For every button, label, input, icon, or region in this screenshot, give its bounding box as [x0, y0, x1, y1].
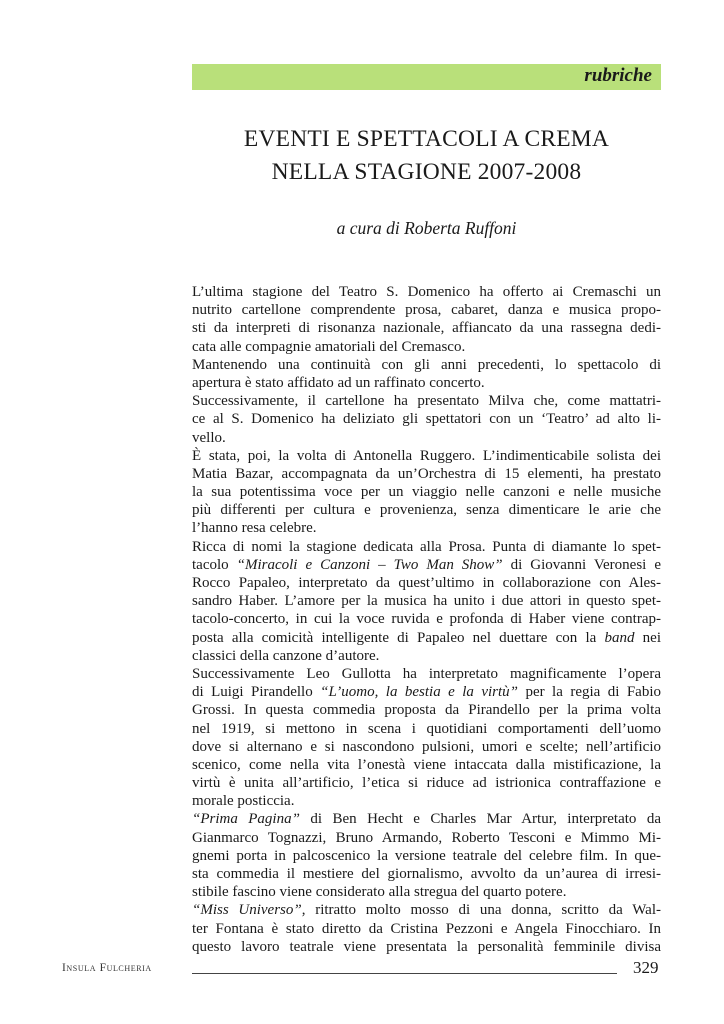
body-line: È stata, poi, la volta di Antonella Ruggero. L’indimenticabile solista dei	[192, 447, 661, 464]
body-line: virtù è unita all’artificio, l’etica si riduce ad istrionica contraffazione e	[192, 775, 661, 792]
body-line: vello.	[192, 429, 226, 446]
body-line: Mantenendo una continuità con gli anni precedenti, lo spettacolo di	[192, 356, 661, 373]
body-line: nutrito cartellone comprendente prosa, cabaret, danza e musica propo-	[192, 302, 661, 319]
body-line: la sua potentissima voce per un viaggio nelle canzoni e nelle musiche	[192, 484, 661, 501]
body-line: apertura è stato affidato ad un raffinato concerto.	[192, 374, 485, 391]
body-line: tacolo-concerto, in cui la voce ruvida e profonda di Haber viene contrap-	[192, 611, 661, 628]
body-line: ce al S. Domenico ha deliziato gli spettatori con un ‘Teatro’ ad alto li-	[192, 411, 661, 428]
body-line: L’ultima stagione del Teatro S. Domenico ha offerto ai Cremaschi un	[192, 284, 661, 300]
body-line: Successivamente Leo Gullotta ha interpretato magnificamente l’opera	[192, 665, 661, 682]
body-line: gnemi porta in palcoscenico la versione teatrale del celebre film. In que-	[192, 847, 661, 864]
section-band	[192, 64, 661, 90]
body-line: Rocco Papaleo, interpretato da quest’ultimo in collaborazione con Ales-	[192, 575, 661, 591]
body-line: scenico, come nella vita l’onestà viene intaccata dalla mistificazione, la	[192, 756, 661, 773]
body-line: cata alle compagnie amatoriali del Cremasco.	[192, 338, 466, 355]
body-line: morale posticcia.	[192, 793, 295, 810]
byline: a cura di Roberta Ruffoni	[336, 218, 517, 238]
body-line: di Luigi Pirandello “L’uomo, la bestia e la virtù” per la regia di Fabio	[192, 684, 662, 701]
body-line: questo lavoro teatrale viene presentata la personalità femminile divisa	[192, 938, 661, 955]
body-line: classici della canzone d’autore.	[192, 647, 380, 664]
body-line: nel 1919, si mettono in scena i quotidiani comportamenti dell’uomo	[192, 720, 661, 737]
body-line: più differenti per cultura e provenienza, senza dimenticare le arie che	[192, 502, 661, 519]
body-line: sandro Haber. L’amore per la musica ha unito i due attori in questo spet-	[192, 593, 661, 610]
body-line: posta alla comicità intelligente di Papaleo nel duettare con la band nei	[192, 629, 662, 646]
body-line: “Miss Universo”, ritratto molto mosso di una donna, scritto da Wal-	[192, 902, 661, 919]
body-line: stibile fascino viene considerato alla stregua del quarto potere.	[192, 884, 567, 901]
body-line: sti da interpreti di risonanza nazionale, affiancato da una rassegna dedi-	[192, 320, 661, 337]
article-body	[192, 283, 661, 956]
article-title	[192, 123, 661, 189]
body-line: “Prima Pagina” di Ben Hecht e Charles Mar Artur, interpretato da	[192, 811, 662, 828]
body-line: Matia Bazar, accompagnata da un’Orchestra di 15 elementi, ha prestato	[192, 465, 661, 482]
body-line: l’hanno resa celebre.	[192, 520, 317, 537]
body-line: Ricca di nomi la stagione dedicata alla Prosa. Punta di diamante lo spet-	[192, 538, 661, 555]
footer-rule	[192, 973, 617, 974]
body-line: tacolo “Miracoli e Canzoni – Two Man Show” di Giovanni Veronesi e	[192, 556, 661, 573]
body-line: Grossi. In questa commedia proposta da Pirandello per la prima volta	[192, 702, 661, 719]
article-title-line-1: EVENTI E SPETTACOLI A CREMA	[243, 126, 610, 152]
journal-name: Insula Fulcheria	[62, 962, 152, 974]
body-line: Successivamente, il cartellone ha presentato Milva che, come mattatri-	[192, 393, 661, 410]
body-line: sta commedia il mestiere del giornalismo, avvolto da un’aurea di irresi-	[192, 866, 661, 882]
body-line: Gianmarco Tognazzi, Bruno Armando, Roberto Tesconi e Mimmo Mi-	[192, 829, 661, 846]
page-number: 329	[633, 958, 659, 977]
body-line: dove si alternano e si nascondono pulsioni, umori e scelte; nell’artificio	[192, 738, 661, 755]
body-line: ter Fontana è stato diretto da Cristina Pezzoni e Angela Finocchiaro. In	[192, 920, 661, 937]
article-title-line-2: NELLA STAGIONE 2007-2008	[271, 159, 582, 185]
section-label: rubriche	[584, 65, 652, 86]
